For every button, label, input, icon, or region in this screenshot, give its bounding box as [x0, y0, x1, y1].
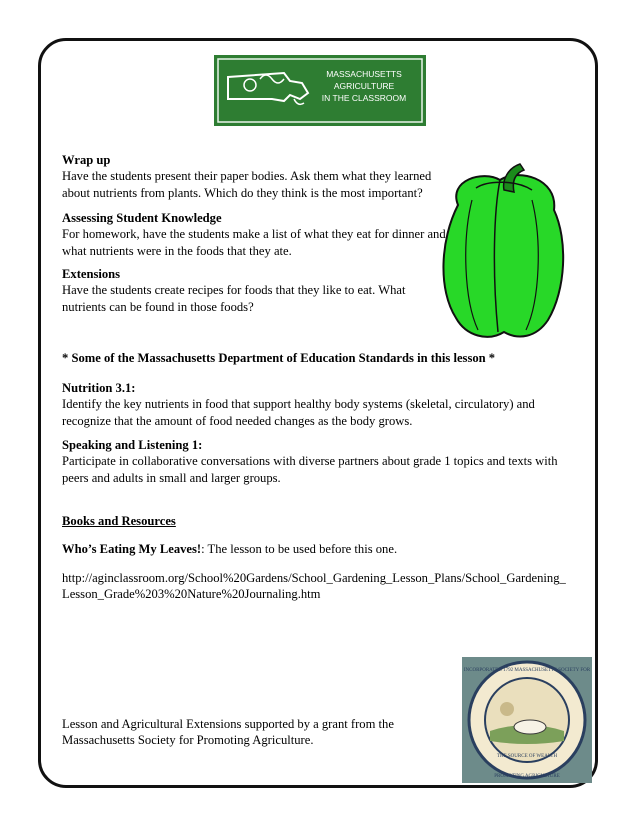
nutrition-line-1: Identify the key nutrients in food that support healthy body systems (skeletal, circulatory) and: [62, 397, 535, 412]
resource-link[interactable]: [62, 570, 566, 603]
seal-text-top: INCORPORATED 1792 MASSACHUSETTS SOCIETY FOR: [463, 668, 591, 673]
standards-heading: * Some of the Massachusetts Department of Education Standards in this lesson *: [62, 351, 496, 365]
nutrition-section: [62, 380, 535, 429]
assessing-line-2: what nutrients were in the foods that they ate.: [62, 243, 292, 258]
extensions-section: [62, 266, 406, 315]
speaking-line-2: peers and adults in small and larger groups.: [62, 470, 281, 485]
nutrition-line-2: recognize that the amount of food needed changes as the body grows.: [62, 413, 413, 428]
assessing-heading: Assessing Student Knowledge: [62, 211, 222, 225]
books-heading: Books and Resources: [62, 514, 176, 528]
seal-text-bottom: PROMOTING AGRICULTURE: [494, 774, 560, 779]
speaking-section: [62, 437, 558, 486]
book-title: Who’s Eating My Leaves!: [62, 542, 202, 556]
grant-acknowledgement: [62, 716, 394, 749]
assessing-section: [62, 210, 446, 259]
grant-line-1: Lesson and Agricultural Extensions supported by a grant from the: [62, 717, 394, 731]
logo-line-2: AGRICULTURE: [333, 81, 395, 91]
extensions-line-1: Have the students create recipes for foods that they like to eat. What: [62, 283, 406, 298]
green-pepper-illustration: [428, 150, 574, 342]
grant-line-2: Massachusetts Society for Promoting Agriculture.: [62, 733, 314, 748]
wrap-up-heading: Wrap up: [62, 153, 111, 167]
resource-url-line-1[interactable]: http://aginclassroom.org/School%20Gardens/School_Gardening_Lesson_Plans/School_Gardening_: [62, 571, 566, 585]
speaking-line-1: Participate in collaborative conversations with diverse partners about grade 1 topics and texts with: [62, 454, 558, 469]
extensions-line-2: nutrients can be found in those foods?: [62, 299, 254, 314]
wrap-up-line-2: about nutrients from plants. Which do they think is the most important?: [62, 185, 423, 200]
wrap-up-line-1: Have the students present their paper bodies. Ask them what they learned: [62, 169, 432, 184]
logo-line-3: IN THE CLASSROOM: [321, 93, 407, 103]
society-seal: [462, 657, 592, 783]
book-entry: [62, 541, 397, 557]
ag-in-classroom-logo: [214, 55, 426, 126]
speaking-heading: Speaking and Listening 1:: [62, 438, 203, 452]
nutrition-heading: Nutrition 3.1:: [62, 381, 136, 395]
seal-motto: THE SOURCE OF WEALTH: [496, 754, 558, 759]
assessing-line-1: For homework, have the students make a list of what they eat for dinner and: [62, 227, 446, 242]
wrap-up-section: [62, 152, 431, 201]
book-description: : The lesson to be used before this one.: [201, 542, 398, 556]
logo-line-1: MASSACHUSETTS: [326, 69, 402, 79]
resource-url-line-2[interactable]: Lesson_Grade%203%20Nature%20Journaling.htm: [62, 587, 321, 602]
extensions-heading: Extensions: [62, 267, 121, 281]
